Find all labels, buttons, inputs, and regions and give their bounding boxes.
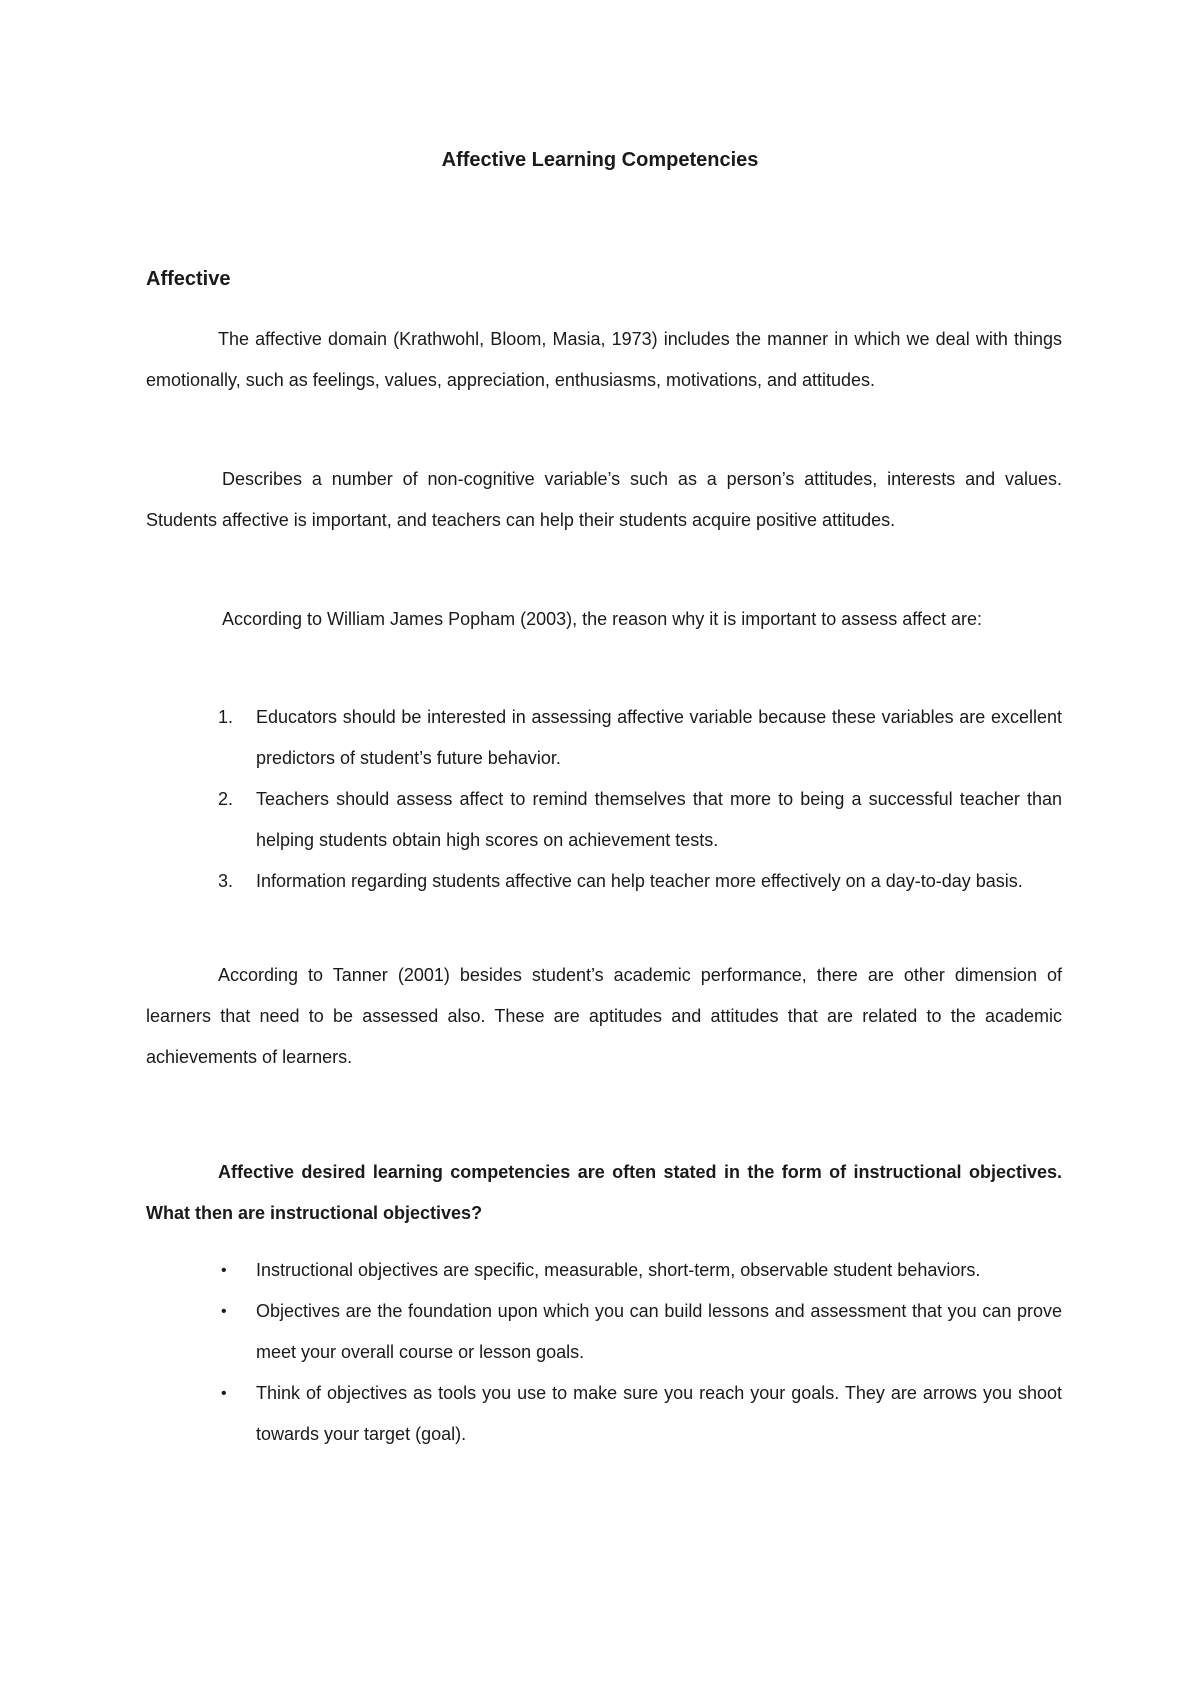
list-item xyxy=(221,1373,1062,1455)
list-item xyxy=(218,697,1062,779)
list-item-text: Think of objectives as tools you use to make sure you reach your goals. They are arrows you shoot towards your target (goal). xyxy=(256,1383,1062,1444)
document-title: Affective Learning Competencies xyxy=(441,149,759,171)
list-item xyxy=(221,1250,1062,1291)
numbered-list xyxy=(218,697,1062,902)
list-item-text: Educators should be interested in assessing affective variable because these variables are excellent predictors of student’s future behavior. xyxy=(256,707,1062,768)
section-heading: Affective xyxy=(146,268,231,290)
list-number: 2. xyxy=(218,789,234,809)
list-item-text: Objectives are the foundation upon which you can build lessons and assessment that you can prove meet your overall course or lesson goals. xyxy=(256,1301,1062,1362)
bullet-icon: • xyxy=(221,1303,227,1320)
paragraph-objectives-question: Affective desired learning competencies are often stated in the form of instructional objectives. What then are instructional objectives? xyxy=(146,1162,1062,1223)
bullet-icon: • xyxy=(221,1385,227,1402)
bullet-icon: • xyxy=(221,1262,227,1279)
bullet-list xyxy=(221,1250,1062,1455)
list-item xyxy=(218,779,1062,861)
list-item-text: Instructional objectives are specific, measurable, short-term, observable student behaviors. xyxy=(256,1260,981,1280)
list-item xyxy=(221,1291,1062,1373)
list-item xyxy=(218,861,1062,902)
paragraph-describes: Describes a number of non-cognitive variable’s such as a person’s attitudes, interests and values. Students affective is important, and teachers can help their students acquire positive attitudes. xyxy=(146,469,1062,530)
list-item-text: Teachers should assess affect to remind themselves that more to being a successful teacher than helping students obtain high scores on achievement tests. xyxy=(256,789,1062,850)
paragraph-affective-domain: The affective domain (Krathwohl, Bloom, Masia, 1973) includes the manner in which we deal with things emotionally, such as feelings, values, appreciation, enthusiasms, motivations, and attitudes. xyxy=(146,329,1062,390)
list-number: 1. xyxy=(218,707,234,727)
paragraph-tanner: According to Tanner (2001) besides student’s academic performance, there are other dimension of learners that need to be assessed also. These are aptitudes and attitudes that are related to the academic achievements of learners. xyxy=(146,965,1062,1067)
list-number: 3. xyxy=(218,871,234,891)
paragraph-popham: According to William James Popham (2003), the reason why it is important to assess affect are: xyxy=(222,609,982,629)
list-item-text: Information regarding students affective can help teacher more effectively on a day-to-day basis. xyxy=(256,871,1023,891)
